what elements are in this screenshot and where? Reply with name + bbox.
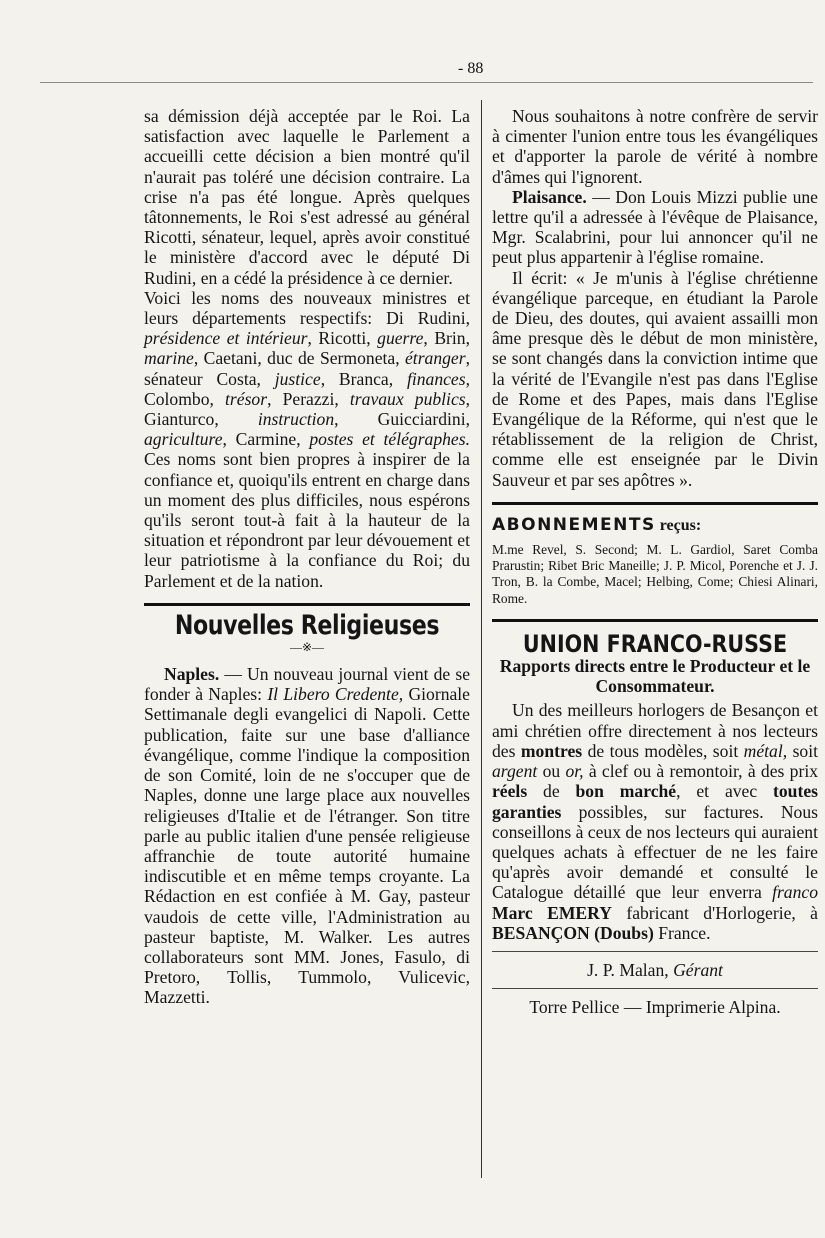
union-bold: réels: [492, 781, 528, 802]
page-number-value: 88: [467, 60, 484, 77]
union-title: UNION FRANCO-RUSSE: [522, 629, 788, 658]
wishes-paragraph: Nous souhaitons à notre confrère de servir à cimenter l'union entre tous les évangéliques et d'apporter la parole de vérité à nombre d'âmes qui l'ignorent.: [492, 106, 818, 187]
union-bold: bon marché: [575, 781, 677, 802]
union-rule: [492, 619, 818, 622]
abonnements-list: M.me Revel, S. Second; M. L. Gardiol, Saret Comba Prarustin; Ribet Bric Maneille; J. P. Micol, Porenche et J. J. Tron, B. la Combe, Macel; Helbing, Come; Chiesi Alinari, Rome.: [492, 542, 818, 606]
ministry-name: justice: [274, 368, 321, 389]
imprimerie-rule: [492, 988, 818, 989]
ministers-paragraph: [144, 288, 470, 591]
union-bold: toutes garanties: [492, 781, 818, 822]
union-bold: Marc EMERY: [492, 902, 612, 923]
union-text: de tous modèles, soit: [582, 740, 744, 761]
ministers-text: , Ricotti,: [307, 328, 378, 349]
union-text: possibles, sur factures. Nous conseillons à ceux de nos lecteurs qui auraient quelques achats à effectuer de ne les faire qu'après avoir demandé et consulté le Catalogue détaillé que leur enverra: [492, 801, 818, 903]
ministers-text: Ces noms sont bien propres à inspirer de la confiance et, quoiqu'ils entrent en charge dans un moment des plus difficiles, nous espérons qu'ils seront tout-à fait à la hauteur de la situation et répondront par leur dévouement et leur patriotisme à la confiance du Roi; du Parlement et de la nation.: [144, 449, 470, 591]
abonnements-title: ABONNEMENTS: [492, 514, 656, 535]
ministry-name: étranger: [405, 348, 466, 369]
page-number: [458, 60, 483, 78]
union-subtitle: Rapports directs entre le Producteur et le Consommateur.: [499, 656, 811, 697]
union-text: à clef ou à remontoir, à des prix: [583, 761, 818, 782]
gerant-line: [492, 960, 818, 980]
ministers-text: , Caetani, duc de Sermoneta,: [193, 348, 405, 369]
ministers-text: , Perazzi,: [267, 388, 350, 409]
naples-label: Naples.: [164, 664, 220, 685]
ministry-name: présidence et intérieur: [144, 328, 308, 349]
left-column: [144, 106, 470, 1008]
abonnements-rule: [492, 502, 818, 505]
gerant-role: Gérant: [668, 959, 723, 980]
quote-paragraph: Il écrit: « Je m'unis à l'église chrétienne évangélique parceque, en étudiant la Parole de Dieu, des doutes, qui avaient assailli mon âme presque dès le début de mon ministère, se sont changés dans la conviction intime que la vérité de l'Evangile n'est pas dans l'Eglise de Rome et des Papes, mais dans l'Eglise Evangélique de la Réforme, qui n'est que le rétablissement de la religion de Christ, comme elle est enseignée par le Divin Sauveur et par ses apôtres ».: [492, 267, 818, 490]
ministry-name: instruction: [257, 409, 335, 430]
ministers-text: , sénateur Costa,: [144, 348, 470, 389]
plaisance-paragraph: [492, 187, 818, 268]
naples-paragraph: [144, 664, 470, 1007]
naples-text: Giornale Settimanale degli evangelici di Napoli. Cette publication, faite sur une base d'alliance évangélique, comme l'indique la composition de son Comité, loin de ne s'occuper que de Naples, donne une large place aux nouvelles religieuses d'Italie et de l'étranger. Son titre parle au public italien d'une pensée religieuse affranchie de toute autorité humaine indiscutible et en même temps croyante. La Rédaction en est confiée à M. Gay, pasteur vaudois de cette ville, l'Administration au pasteur baptiste, M. Walker. Les autres collaborateurs sont MM. Jones, Fasulo, di Pretoro, Tollis, Tummolo, Vulicevic, Mazzetti.: [144, 684, 470, 1008]
union-italic: argent: [492, 761, 538, 782]
union-text: , et avec: [676, 781, 774, 802]
imprimerie-line: Torre Pellice — Imprimerie Alpina.: [529, 997, 781, 1018]
union-text: France.: [653, 922, 711, 943]
resignation-paragraph: sa démission déjà acceptée par le Roi. La satisfaction avec laquelle le Parlement a accueilli cette décision a bien montré qu'il n'aurait pas toléré une décision contraire. La crise n'a pas été longue. Après quelques tâtonnements, le Roi s'est adressé au général Ricotti, sénateur, lequel, après avoir constitué le ministère d'accord avec le député Di Rudini, en a cédé la présidence à ce dernier.: [144, 106, 470, 288]
union-bold: BESANÇON (Doubs): [492, 922, 654, 943]
abonnements-suffix: reçus:: [655, 516, 702, 534]
ministry-name: guerre: [377, 328, 424, 349]
header-rule: [40, 82, 813, 83]
ministry-name: trésor: [225, 388, 268, 409]
ministers-text: , Brin,: [423, 328, 470, 349]
ministry-name: travaux publics: [349, 388, 466, 409]
plaisance-label: Plaisance.: [512, 186, 587, 207]
ministry-name: postes et télégraphes.: [309, 429, 470, 450]
ministers-text: , Gianturco,: [144, 388, 471, 430]
plaisance-text: — Don Louis Mizzi publie une lettre qu'il a adressée à l'évêque de Plaisance, Mgr. Scalabrini, pour lui annoncer qu'il ne peut plus appartenir à l'église romaine.: [492, 186, 818, 268]
abonnements-heading: [492, 515, 818, 536]
union-text: ou: [537, 761, 566, 782]
gerant-name: J. P. Malan,: [587, 959, 669, 980]
gerant-rule: [492, 951, 818, 952]
journal-name: Il Libero Credente,: [267, 684, 404, 705]
union-paragraph: [492, 700, 818, 942]
union-bold: montres: [520, 740, 583, 761]
union-text: fabricant d'Horlogerie, à: [611, 902, 818, 923]
union-text: Un des meilleurs horlogers de Besançon et ami chrétien offre directement à nos lecteurs des: [492, 700, 818, 761]
union-italic: or,: [565, 761, 584, 782]
page-number-prefix: -: [458, 60, 464, 77]
ministers-text: , Guicciardini,: [334, 409, 470, 430]
right-column: [492, 106, 818, 1017]
union-italic: métal,: [743, 740, 788, 761]
ministry-name: finances: [406, 368, 466, 389]
ministers-text: , Branca,: [320, 368, 407, 389]
ministry-name: marine: [144, 348, 194, 369]
ministers-text: , Colombo,: [144, 368, 470, 409]
union-italic: franco: [772, 882, 818, 903]
section-title: Nouvelles Religieuses: [174, 609, 440, 641]
ministers-text: , Carmine,: [222, 429, 310, 450]
union-text: soit: [787, 740, 818, 761]
section-rule: [144, 603, 470, 606]
ministers-text: Voici les noms des nouveaux ministres et leurs départements respectifs: Di Rudini,: [144, 287, 470, 329]
ministry-name: agriculture: [144, 429, 223, 450]
column-divider: [481, 100, 482, 1178]
union-text: de: [527, 781, 576, 802]
naples-text: — Un nouveau journal vient de se fonder à Naples:: [144, 664, 470, 705]
title-ornament: —※—: [289, 640, 325, 655]
